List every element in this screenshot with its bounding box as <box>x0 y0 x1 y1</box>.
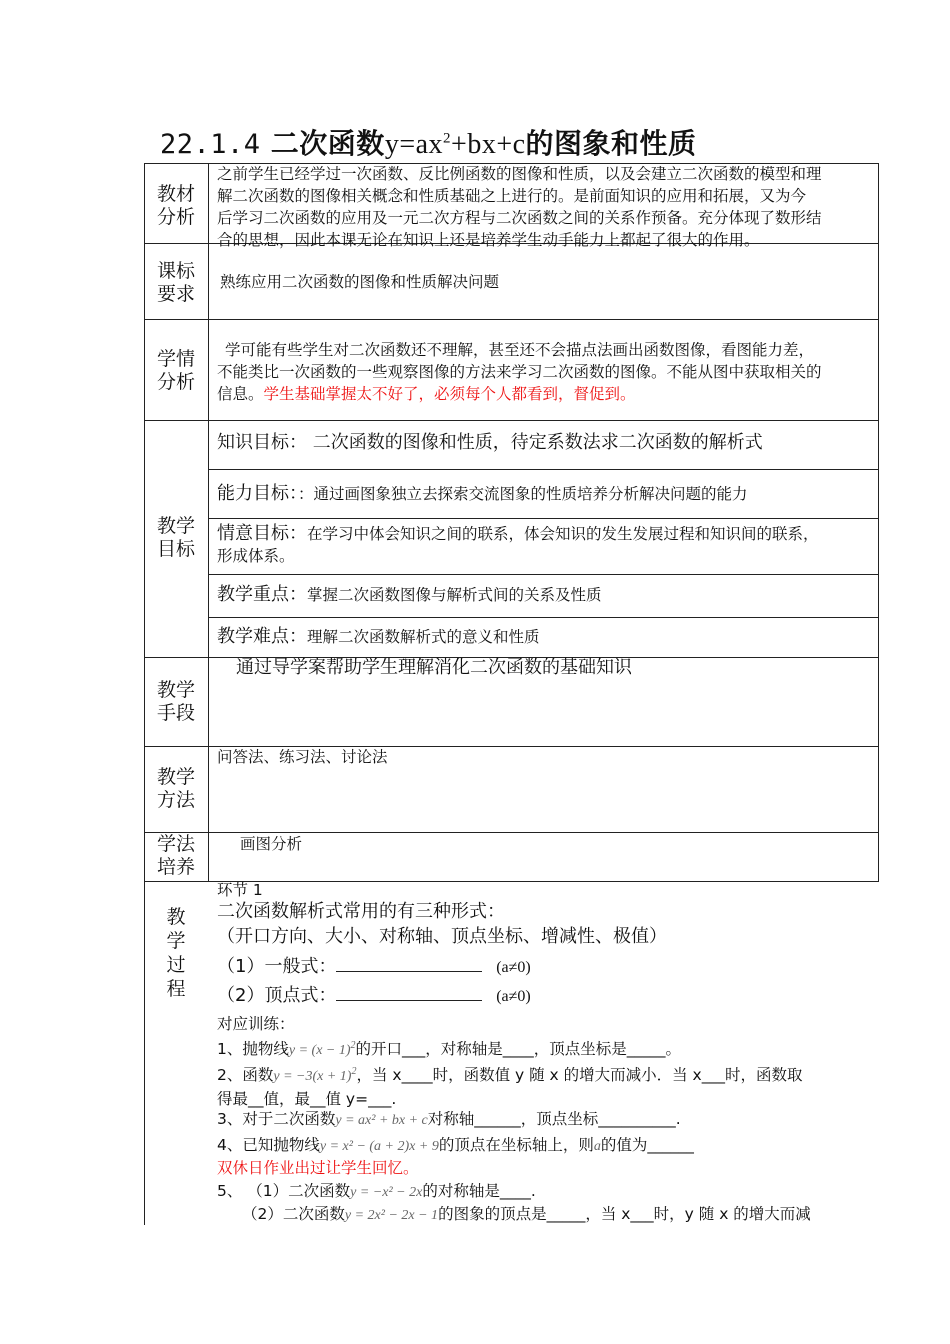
question-2: 2、函数$y = -3(x + 1)^2$，当 x____时，函数值 y 随 x 的增大而减小．当 x___时，函数取 得最__值，最__值 y=___. <box>217 1066 803 1109</box>
question-4: 4、已知抛物线y = x² − (a + 2)x + 9的顶点在坐标轴上，则a的值为______ <box>217 1136 694 1154</box>
label-mubiao: 教学 目标 <box>156 515 195 560</box>
form-general: （1）一般式： (a≠0) <box>217 956 531 977</box>
title-suffix: 的图象和性质 <box>525 127 697 160</box>
title-formula: $y=ax^2+bx+c$ <box>384 129 526 160</box>
zhongdian: 教学重点：掌握二次函数图像与解析式间的关系及性质 <box>217 584 602 605</box>
xueqing-text: 学可能有些学生对二次函数还不理解，甚至还不会描点法画出函数图像，看图能力差， 不能类比一次函数的一些观察图像的方法来学习二次函数的图像。不能从图中获取相关的 信息。学生基础掌握太不好了，必须每个人都看到，督促到。 <box>217 341 822 403</box>
nengli-goal: 能力目标：：通过画图象独立去探索交流图象的性质培养分析解决问题的能力 <box>217 483 748 504</box>
nandian: 教学难点：理解二次函数解析式的意义和性质 <box>217 626 540 647</box>
label-xuefa: 学法 培养 <box>156 833 195 878</box>
question-5-1: 5、 （1）二次函数y = −x² − 2x的对称轴是____. <box>217 1182 536 1200</box>
column-divider <box>208 163 209 881</box>
title-prefix: 二次函数 <box>270 127 385 160</box>
row-divider <box>208 518 879 519</box>
fangfa-text: 问答法、练习法、讨论法 <box>217 748 388 766</box>
question-1: 1、抛物线$y = (x - 1)^2$的开口___，对称轴是____，顶点坐标是_____。 <box>217 1040 682 1059</box>
title-number: 22.1.4 <box>160 129 261 160</box>
label-guocheng: 教 学 过 程 <box>166 906 186 1000</box>
row-divider <box>208 469 879 470</box>
row-divider <box>208 574 879 575</box>
form-vertex: （2）顶点式： (a≠0) <box>217 985 531 1006</box>
xueqing-red-note: 学生基础掌握太不好了，必须每个人都看到，督促到。 <box>263 385 636 403</box>
huanjie-label: 环节 1 <box>217 881 263 899</box>
shouduan-text: 通过导学案帮助学生理解消化二次函数的基础知识 <box>236 657 632 678</box>
question-3: 3、对于二次函数y = ax² + bx + c对称轴______，顶点坐标__________. <box>217 1110 681 1128</box>
guocheng-intro: 二次函数解析式常用的有三种形式： <box>217 901 505 922</box>
label-kebiao: 课标 要求 <box>156 260 195 305</box>
zhishi-goal: 知识目标： 二次函数的图像和性质，待定系数法求二次函数的解析式 <box>217 432 763 453</box>
guocheng-paren: （开口方向、大小、对称轴、顶点坐标、增减性、极值） <box>217 926 667 947</box>
kebiao-text: 熟练应用二次函数的图像和性质解决问题 <box>220 273 500 291</box>
xuefa-text: 画图分析 <box>240 835 303 853</box>
qingyi-goal: 情意目标：在学习中体会知识之间的联系，体会知识的发生发展过程和知识间的联系， 形成体系。 <box>217 523 819 565</box>
label-shouduan: 教学 手段 <box>156 679 195 724</box>
question-5-2: （2）二次函数y = 2x² − 2x − 1的图象的顶点是_____，当 x___时，y 随 x 的增大而减 <box>242 1205 811 1223</box>
label-jiaocai: 教材 分析 <box>156 183 195 228</box>
lesson-plan-table <box>144 163 878 1225</box>
row-divider <box>144 420 879 421</box>
row-divider <box>144 319 879 320</box>
label-fangfa: 教学 方法 <box>156 766 195 811</box>
row-divider <box>208 617 879 618</box>
jiaocai-text: 之前学生已经学过一次函数、反比例函数的图像和性质，以及会建立二次函数的模型和理 解二次函数的图像相关概念和性质基础之上进行的。是前面知识的应用和拓展，又为今 后学习二次函数的应用及一元二次方程与二次函数之间的关系作预备。充分体现了数形结 合的思想，因此本课无论在知识上还是培养学生动手能力上都起了很大的作用。 <box>217 165 822 249</box>
page-title <box>160 122 697 162</box>
label-xueqing: 学情 分析 <box>156 348 195 393</box>
right-border <box>878 163 879 881</box>
duiying-label: 对应训练： <box>217 1015 295 1033</box>
homework-red-note: 双休日作业出过让学生回忆。 <box>217 1159 419 1177</box>
